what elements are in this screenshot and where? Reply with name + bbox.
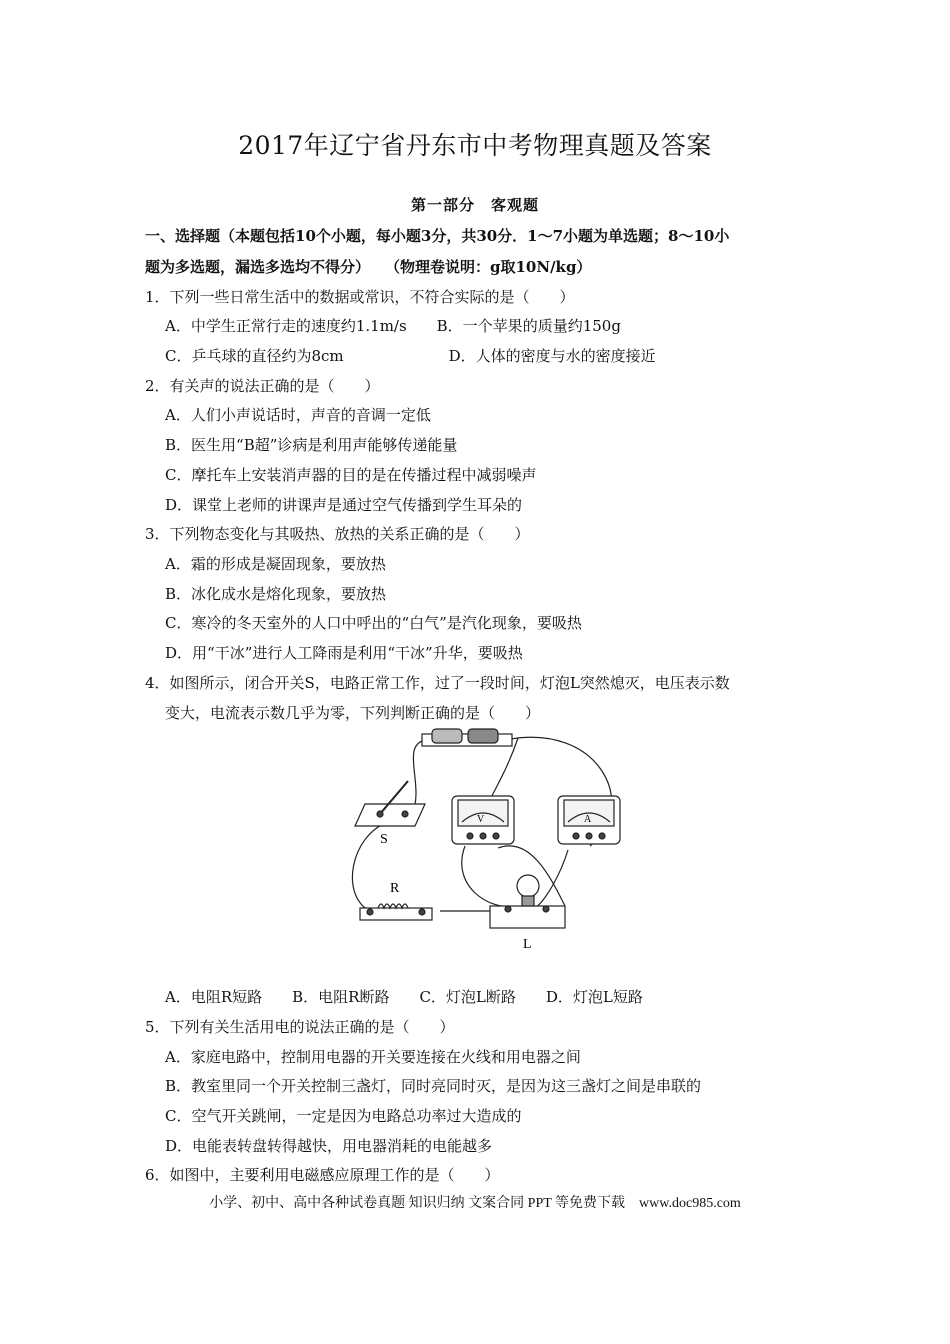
question-2-option-a: A．人们小声说话时，声音的音调一定低 (165, 406, 431, 424)
question-2-option-c: C．摩托车上安装消声器的目的是在传播过程中减弱噪声 (165, 466, 537, 484)
question-2-option-d: D．课堂上老师的讲课声是通过空气传播到学生耳朵的 (165, 496, 523, 514)
question-3: 3．下列物态变化与其吸热、放热的关系正确的是（ ） (145, 525, 530, 543)
label-r: R (390, 881, 400, 896)
section-heading-line2: 题为多选题，漏选多选均不得分） （物理卷说明：g取10N/kg） (145, 258, 592, 276)
resistor (360, 904, 432, 920)
question-5-option-d: D．电能表转盘转得越快，用电器消耗的电能越多 (165, 1137, 493, 1155)
switch (355, 781, 425, 826)
question-2-option-b: B．医生用“B超”诊病是利用声能够传递能量 (165, 436, 458, 454)
question-5-option-b: B．教室里同一个开关控制三盏灯，同时亮同时灭，是因为这三盏灯之间是串联的 (165, 1077, 702, 1095)
question-2: 2．有关声的说法正确的是（ ） (145, 377, 380, 395)
question-1-options-cd: C．乒乓球的直径约为8cm D．人体的密度与水的密度接近 (165, 347, 656, 365)
section-heading-line1: 一、选择题（本题包括10个小题，每小题3分，共30分．1～7小题为单选题；8～10小 (145, 227, 730, 245)
question-3-option-a: A．霜的形成是凝固现象，要放热 (165, 555, 386, 573)
page-title: 2017年辽宁省丹东市中考物理真题及答案 (238, 131, 712, 160)
question-1-options-ab: A．中学生正常行走的速度约1.1m/s B．一个苹果的质量约150g (165, 317, 621, 335)
circuit-figure (330, 726, 630, 956)
question-3-option-b: B．冰化成水是熔化现象，要放热 (165, 585, 387, 603)
question-3-option-d: D．用“干冰”进行人工降雨是利用“干冰”升华，要吸热 (165, 644, 523, 662)
question-3-option-c: C．寒冷的冬天室外的人口中呼出的“白气”是汽化现象，要吸热 (165, 614, 582, 632)
wire-switch-to-battery (412, 740, 425, 814)
part-heading: 第一部分 客观题 (410, 196, 539, 214)
question-4-line1: 4．如图所示，闭合开关S，电路正常工作，过了一段时间，灯泡L突然熄灭，电压表示数 (145, 674, 730, 692)
voltmeter-symbol: V (477, 814, 485, 825)
question-5: 5．下列有关生活用电的说法正确的是（ ） (145, 1018, 455, 1036)
battery-holder (422, 729, 512, 746)
wire-ammeter-to-bulb (535, 850, 568, 908)
wire-voltmeter-to-bulb (462, 846, 515, 907)
question-5-option-c: C．空气开关跳闸，一定是因为电路总功率过大造成的 (165, 1107, 522, 1125)
label-l: L (523, 937, 532, 952)
ammeter-symbol: A (584, 814, 592, 825)
question-4-line2: 变大，电流表示数几乎为零，下列判断正确的是（ ） (165, 704, 541, 722)
question-6: 6．如图中，主要利用电磁感应原理工作的是（ ） (145, 1166, 500, 1184)
question-4-options: A．电阻R短路 B．电阻R断路 C．灯泡L断路 D．灯泡L短路 (165, 988, 643, 1006)
question-5-option-a: A．家庭电路中，控制用电器的开关要连接在火线和用电器之间 (165, 1048, 581, 1066)
question-1: 1．下列一些日常生活中的数据或常识，不符合实际的是（ ） (145, 288, 575, 306)
label-s: S (380, 832, 388, 847)
page-footer: 小学、初中、高中各种试卷真题 知识归纳 文案合同 PPT 等免费下载 www.doc985.com (209, 1196, 741, 1211)
